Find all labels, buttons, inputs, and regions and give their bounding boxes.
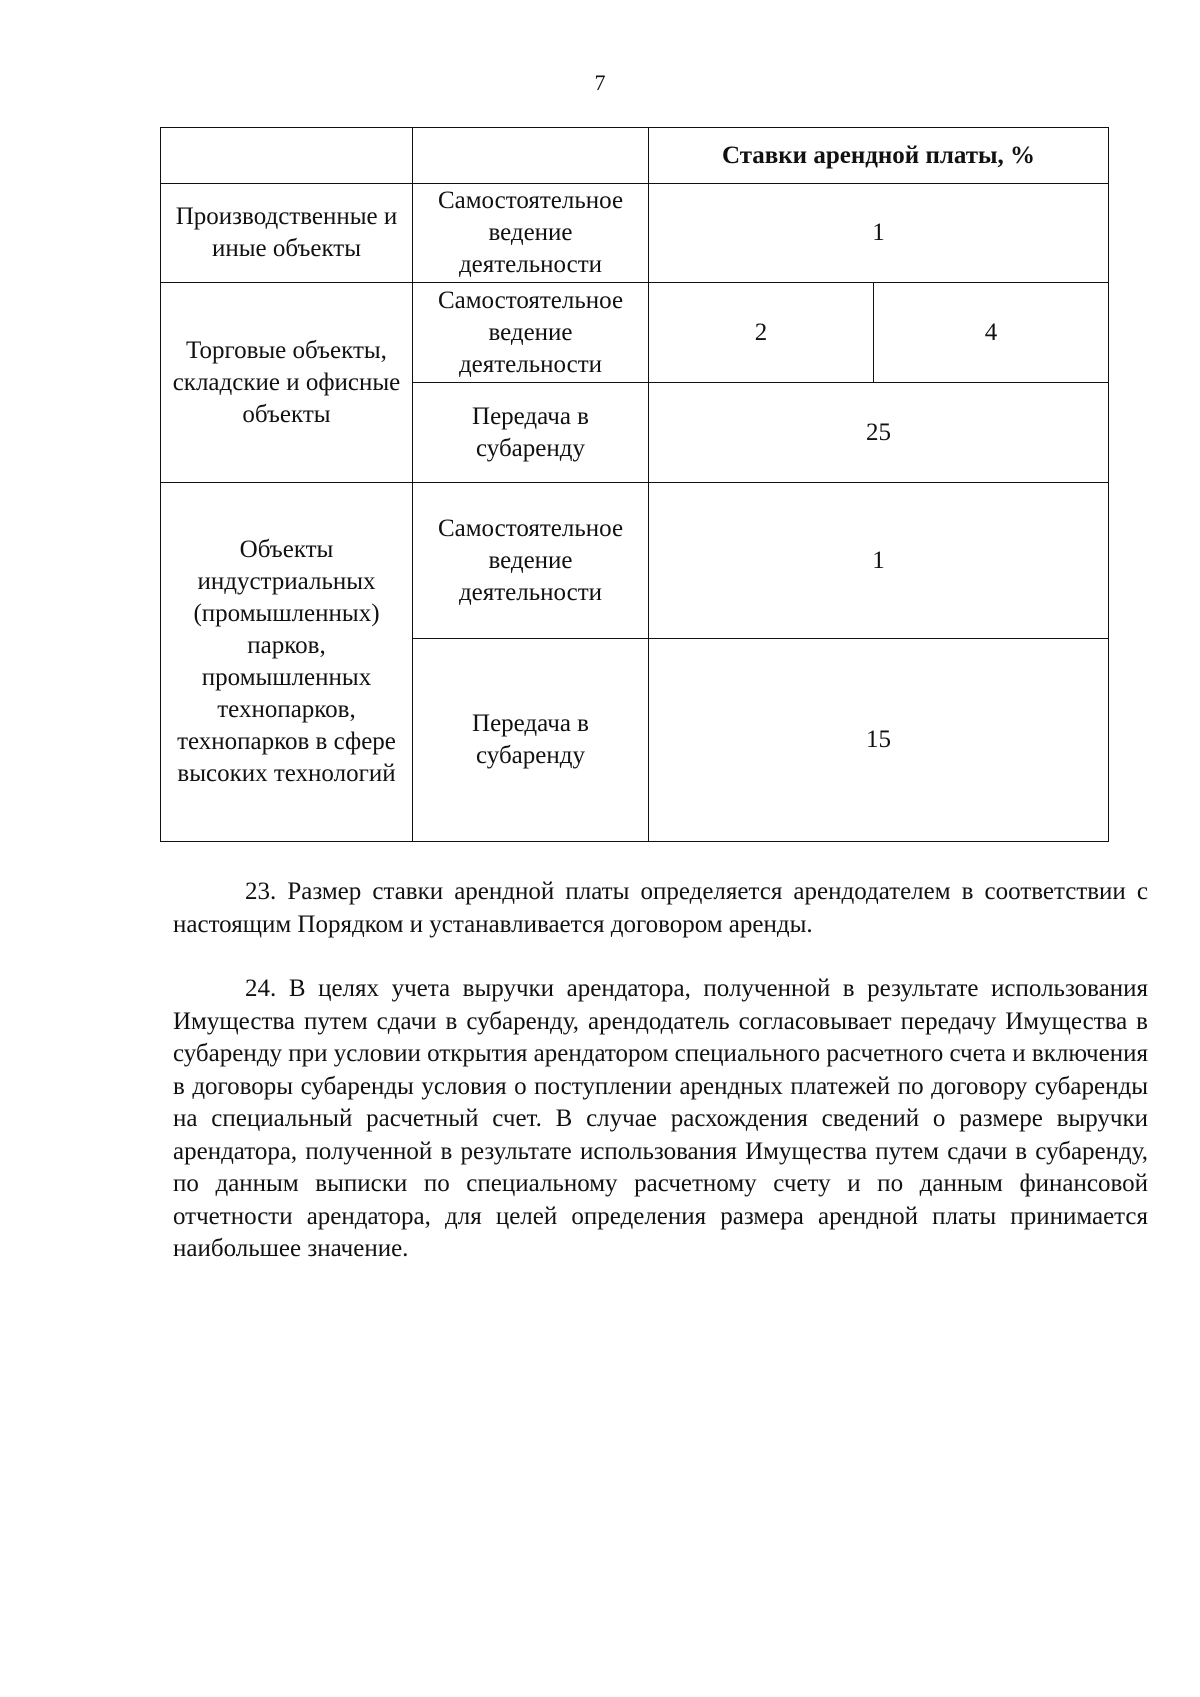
header-cell-mode	[413, 128, 649, 184]
paragraph-23: 23. Размер ставки арендной платы определяется арендодателем в соответствии с настоящим Порядком и устанавливается договором аренды.	[173, 878, 1148, 938]
rate-cell: 1	[649, 483, 1109, 639]
activity-mode-cell: Самостоятельное ведение деятельности	[413, 283, 649, 383]
table-row	[161, 283, 1109, 383]
paragraph-24: 24. В целях учета выручки арендатора, полученной в результате использования Имущества путем сдачи в субаренду, арендодатель согласовывает передачу Имущества в субаренду при условии открытия арендатором специального расчетного счета и включения в договоры субаренды условия о поступлении арендных платежей по договору субаренды на специальный расчетный счет. В случае расхождения сведений о размере выручки арендатора, полученной в результате использования Имущества путем сдачи в субаренду, по данным выписки по специальному расчетному счету и по данным финансовой отчетности арендатора, для целей определения размера арендной платы принимается наибольшее значение.	[173, 975, 1148, 1262]
activity-mode-cell: Самостоятельное ведение деятельности	[413, 483, 649, 639]
rate-cell: 15	[649, 639, 1109, 842]
rate-cell: 4	[874, 283, 1109, 383]
activity-mode-cell: Передача в субаренду	[413, 639, 649, 842]
activity-mode-cell: Самостоятельное ведение деятельности	[413, 184, 649, 283]
rent-rates-table	[160, 127, 1109, 842]
object-type-cell: Производственные и иные объекты	[161, 184, 413, 283]
activity-mode-cell: Передача в субаренду	[413, 383, 649, 483]
header-cell-rates: Ставки арендной платы, %	[649, 128, 1109, 184]
table-row	[161, 483, 1109, 639]
rate-cell: 2	[649, 283, 874, 383]
page-number: 7	[594, 70, 606, 95]
object-type-cell: Объекты индустриальных (промышленных) парков, промышленных технопарков, технопарков в сфере высоких технологий	[161, 483, 413, 842]
table-row	[161, 184, 1109, 283]
table-header-row	[161, 128, 1109, 184]
rate-cell: 1	[649, 184, 1109, 283]
object-type-cell: Торговые объекты, складские и офисные объекты	[161, 283, 413, 483]
rate-cell: 25	[649, 383, 1109, 483]
header-cell-object	[161, 128, 413, 184]
